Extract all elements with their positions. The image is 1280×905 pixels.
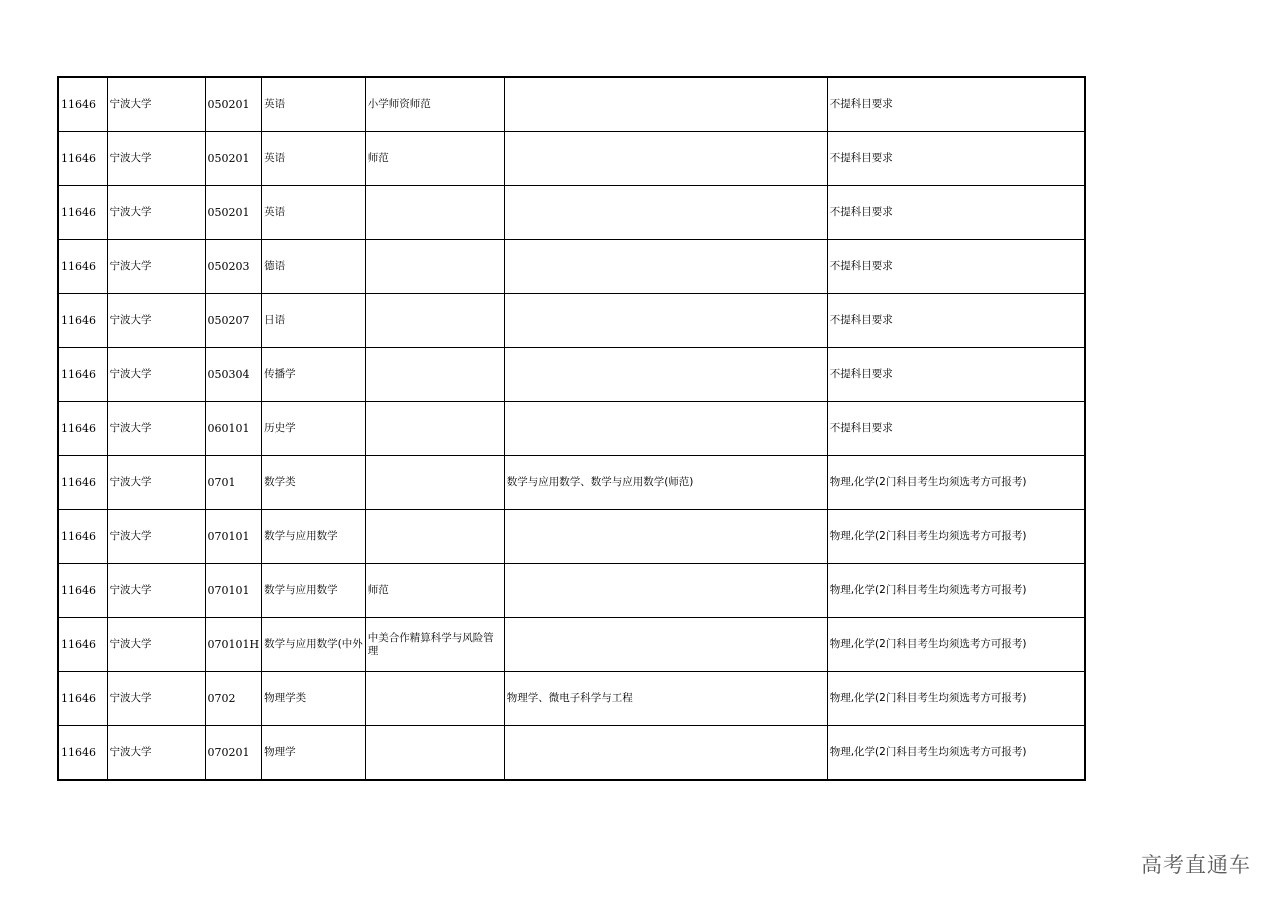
cell-subject-requirement: 物理,化学(2门科目考生均须选考方可报考) xyxy=(827,618,1085,672)
cell-school-code: 11646 xyxy=(58,564,107,618)
cell-school-code: 11646 xyxy=(58,294,107,348)
cell-major-name: 数学与应用数学 xyxy=(262,510,366,564)
cell-school-code: 11646 xyxy=(58,77,107,132)
cell-major-code: 070101 xyxy=(205,564,262,618)
cell-included-majors xyxy=(504,618,827,672)
table-row xyxy=(58,132,1085,186)
cell-major-code: 050201 xyxy=(205,77,262,132)
cell-major-note xyxy=(365,402,504,456)
cell-major-code: 0701 xyxy=(205,456,262,510)
cell-included-majors xyxy=(504,240,827,294)
cell-school-name: 宁波大学 xyxy=(107,186,205,240)
cell-major-code: 050201 xyxy=(205,186,262,240)
cell-school-name: 宁波大学 xyxy=(107,726,205,781)
cell-included-majors xyxy=(504,726,827,781)
cell-school-name: 宁波大学 xyxy=(107,618,205,672)
cell-subject-requirement: 不提科目要求 xyxy=(827,77,1085,132)
cell-major-name: 英语 xyxy=(262,186,366,240)
cell-major-note: 师范 xyxy=(365,564,504,618)
cell-school-code: 11646 xyxy=(58,726,107,781)
cell-school-name: 宁波大学 xyxy=(107,510,205,564)
cell-included-majors xyxy=(504,348,827,402)
cell-school-code: 11646 xyxy=(58,510,107,564)
cell-major-name: 历史学 xyxy=(262,402,366,456)
cell-major-name: 德语 xyxy=(262,240,366,294)
cell-included-majors xyxy=(504,564,827,618)
cell-major-code: 070201 xyxy=(205,726,262,781)
watermark-text: 高考直通车 xyxy=(1141,853,1251,877)
table-row xyxy=(58,564,1085,618)
cell-subject-requirement: 物理,化学(2门科目考生均须选考方可报考) xyxy=(827,726,1085,781)
cell-included-majors: 物理学、微电子科学与工程 xyxy=(504,672,827,726)
cell-school-code: 11646 xyxy=(58,240,107,294)
cell-major-code: 0702 xyxy=(205,672,262,726)
table-row xyxy=(58,672,1085,726)
cell-school-code: 11646 xyxy=(58,618,107,672)
cell-major-note: 中美合作精算科学与风险管理 xyxy=(365,618,504,672)
cell-major-code: 070101H xyxy=(205,618,262,672)
cell-major-note xyxy=(365,240,504,294)
cell-major-note xyxy=(365,294,504,348)
cell-school-code: 11646 xyxy=(58,456,107,510)
cell-major-name: 数学与应用数学(中外 xyxy=(262,618,366,672)
cell-school-name: 宁波大学 xyxy=(107,672,205,726)
cell-major-note xyxy=(365,726,504,781)
cell-major-name: 物理学 xyxy=(262,726,366,781)
cell-major-name: 英语 xyxy=(262,132,366,186)
cell-included-majors xyxy=(504,132,827,186)
table-row xyxy=(58,402,1085,456)
cell-major-note: 小学师资师范 xyxy=(365,77,504,132)
cell-major-note xyxy=(365,510,504,564)
cell-major-name: 英语 xyxy=(262,77,366,132)
cell-major-code: 060101 xyxy=(205,402,262,456)
table-row xyxy=(58,240,1085,294)
cell-subject-requirement: 不提科目要求 xyxy=(827,186,1085,240)
cell-school-code: 11646 xyxy=(58,186,107,240)
cell-major-name: 数学类 xyxy=(262,456,366,510)
cell-subject-requirement: 不提科目要求 xyxy=(827,294,1085,348)
cell-school-code: 11646 xyxy=(58,348,107,402)
cell-major-code: 050201 xyxy=(205,132,262,186)
table-row xyxy=(58,726,1085,781)
cell-subject-requirement: 不提科目要求 xyxy=(827,240,1085,294)
cell-school-code: 11646 xyxy=(58,402,107,456)
cell-school-name: 宁波大学 xyxy=(107,456,205,510)
cell-included-majors xyxy=(504,77,827,132)
cell-major-code: 050203 xyxy=(205,240,262,294)
cell-school-name: 宁波大学 xyxy=(107,564,205,618)
cell-major-name: 传播学 xyxy=(262,348,366,402)
cell-major-name: 日语 xyxy=(262,294,366,348)
cell-included-majors xyxy=(504,294,827,348)
table-row xyxy=(58,618,1085,672)
cell-major-note: 师范 xyxy=(365,132,504,186)
table-row xyxy=(58,510,1085,564)
cell-subject-requirement: 不提科目要求 xyxy=(827,402,1085,456)
table-row xyxy=(58,186,1085,240)
cell-major-name: 物理学类 xyxy=(262,672,366,726)
cell-included-majors xyxy=(504,510,827,564)
cell-major-code: 050304 xyxy=(205,348,262,402)
cell-major-note xyxy=(365,456,504,510)
cell-subject-requirement: 物理,化学(2门科目考生均须选考方可报考) xyxy=(827,456,1085,510)
table-row xyxy=(58,456,1085,510)
admission-requirements-table xyxy=(57,76,1086,781)
table-body xyxy=(58,77,1085,780)
cell-school-name: 宁波大学 xyxy=(107,240,205,294)
cell-major-note xyxy=(365,348,504,402)
cell-school-name: 宁波大学 xyxy=(107,348,205,402)
cell-major-name: 数学与应用数学 xyxy=(262,564,366,618)
cell-school-name: 宁波大学 xyxy=(107,132,205,186)
cell-school-name: 宁波大学 xyxy=(107,402,205,456)
cell-subject-requirement: 不提科目要求 xyxy=(827,348,1085,402)
cell-subject-requirement: 物理,化学(2门科目考生均须选考方可报考) xyxy=(827,564,1085,618)
cell-subject-requirement: 不提科目要求 xyxy=(827,132,1085,186)
cell-included-majors: 数学与应用数学、数学与应用数学(师范) xyxy=(504,456,827,510)
cell-subject-requirement: 物理,化学(2门科目考生均须选考方可报考) xyxy=(827,672,1085,726)
cell-school-code: 11646 xyxy=(58,132,107,186)
table-row xyxy=(58,294,1085,348)
cell-major-note xyxy=(365,672,504,726)
cell-included-majors xyxy=(504,402,827,456)
cell-school-name: 宁波大学 xyxy=(107,77,205,132)
table-row xyxy=(58,348,1085,402)
cell-subject-requirement: 物理,化学(2门科目考生均须选考方可报考) xyxy=(827,510,1085,564)
cell-school-code: 11646 xyxy=(58,672,107,726)
cell-major-code: 050207 xyxy=(205,294,262,348)
cell-included-majors xyxy=(504,186,827,240)
table-row xyxy=(58,77,1085,132)
cell-school-name: 宁波大学 xyxy=(107,294,205,348)
cell-major-code: 070101 xyxy=(205,510,262,564)
cell-major-note xyxy=(365,186,504,240)
